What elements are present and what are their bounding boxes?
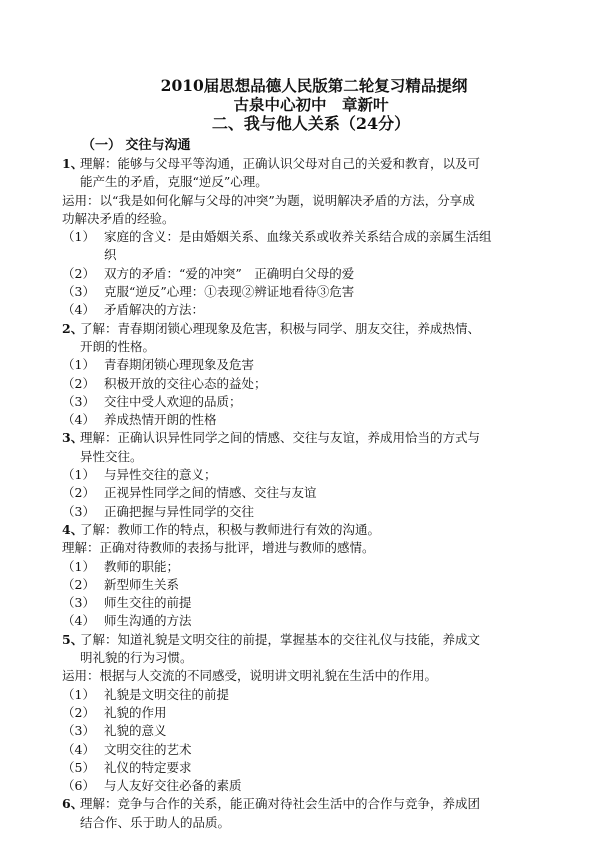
sub-item: （4） 文明交往的艺术 [62, 741, 192, 757]
list-item: 5、了解：知道礼貌是文明交往的前提，掌握基本的交往礼仪与技能，养成文 [62, 631, 481, 647]
list-item-continuation: 异性交往。 [80, 448, 143, 464]
understand-paragraph: 理解：正确对待教师的表扬与批评，增进与教师的感情。 [62, 540, 375, 556]
sub-item-continuation: 织 [104, 247, 117, 263]
sub-item: （3） 礼貌的意义 [62, 723, 167, 739]
sub-item: （1） 与异性交往的意义； [62, 467, 217, 483]
sub-item: （5） 礼仪的特定要求 [62, 759, 192, 775]
list-item-continuation: 能产生的矛盾，克服“逆反”心理。 [80, 174, 268, 190]
list-item-continuation: 结合作、乐于助人的品质。 [80, 814, 231, 830]
list-item: 3、理解：正确认识异性同学之间的情感、交往与友谊，养成用恰当的方式与 [62, 430, 481, 446]
sub-item: （3） 交往中受人欢迎的品质； [62, 393, 242, 409]
sub-item: （3） 师生交往的前提 [62, 595, 192, 611]
sub-item: （2） 积极开放的交往心态的益处； [62, 375, 267, 391]
sub-item: （2） 新型师生关系 [62, 576, 180, 592]
apply-paragraph: 运用：根据与人交流的不同感受，说明讲文明礼貌在生活中的作用。 [62, 668, 438, 684]
sub-item: （4） 师生沟通的方法 [62, 613, 192, 629]
list-item-continuation: 明礼貌的行为习惯。 [80, 650, 193, 666]
chapter-title: 二、我与他人关系（24分） [211, 114, 411, 133]
author-line: 古泉中心初中 章新叶 [233, 95, 389, 114]
sub-item: （1） 家庭的含义：是由婚姻关系、血缘关系或收养关系结合成的亲属生活组 [62, 229, 492, 245]
sub-item: （1） 礼貌是文明交往的前提 [62, 686, 230, 702]
apply-paragraph: 运用：以“我是如何化解与父母的冲突”为题，说明解决矛盾的方法，分享成 [62, 192, 475, 208]
sub-item: （4） 养成热情开朗的性格 [62, 412, 217, 428]
sub-item: （2） 正视异性同学之间的情感、交往与友谊 [62, 485, 317, 501]
apply-paragraph-continuation: 功解决矛盾的经验。 [62, 210, 175, 226]
document-title: 2010届思想品德人民版第二轮复习精品提纲 [160, 76, 468, 95]
sub-item: （6） 与人友好交往必备的素质 [62, 778, 242, 794]
list-item: 2、了解：青春期闭锁心理现象及危害，积极与同学、朋友交往，养成热情、 [62, 320, 481, 336]
sub-item: （1） 青春期闭锁心理现象及危害 [62, 357, 255, 373]
list-item: 4、了解：教师工作的特点，积极与教师进行有效的沟通。 [62, 521, 381, 537]
list-item-continuation: 开朗的性格。 [80, 338, 156, 354]
sub-item: （1） 教师的职能； [62, 558, 180, 574]
section-heading: （一） 交往与沟通 [82, 138, 191, 153]
list-item: 6、理解：竞争与合作的关系，能正确对待社会生活中的合作与竞争，养成团 [62, 796, 481, 812]
sub-item: （3） 克服“逆反”心理：①表现②辨证地看待③危害 [62, 284, 355, 300]
sub-item: （2） 双方的矛盾：“爱的冲突” 正确明白父母的爱 [62, 265, 355, 281]
sub-item: （2） 礼貌的作用 [62, 704, 167, 720]
sub-item: （4） 矛盾解决的方法： [62, 302, 205, 318]
list-item: 1、理解：能够与父母平等沟通，正确认识父母对自己的关爱和教育，以及可 [62, 156, 481, 171]
sub-item: （3） 正确把握与异性同学的交往 [62, 503, 255, 519]
